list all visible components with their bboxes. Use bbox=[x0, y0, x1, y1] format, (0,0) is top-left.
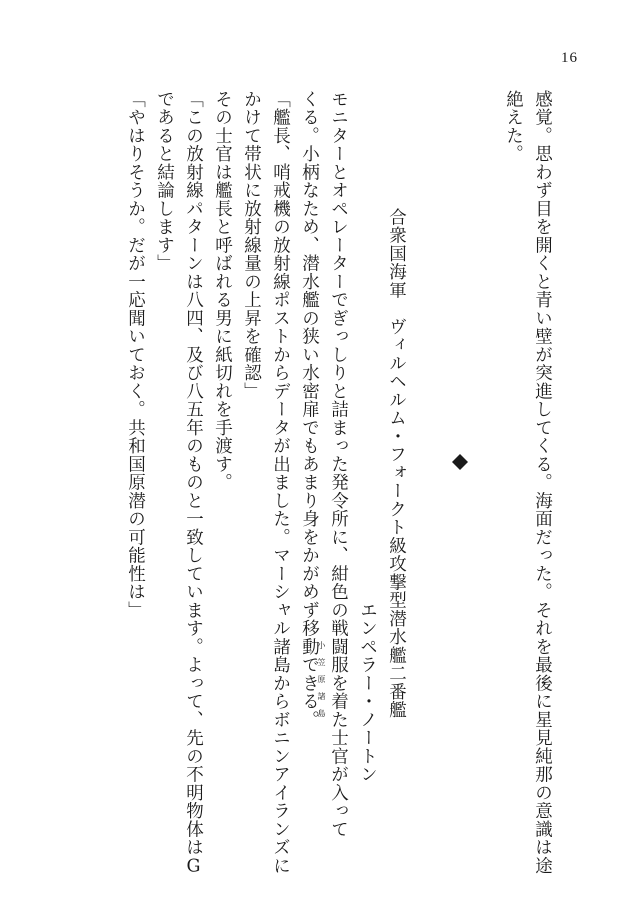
text-column-8: 「この放射線パターンは八四、及び八五年のものと一致しています。よって、先の不明物体はG bbox=[183, 90, 204, 878]
heading-line-2: エンペラー・ノートン bbox=[357, 601, 378, 784]
text-column-3: モニターとオペレーターでぎっしりと詰まった発令所に、紺色の戦闘服を着た士官が入って bbox=[328, 90, 349, 839]
section-break-diamond bbox=[452, 454, 468, 470]
text-column-9: であると結論します」 bbox=[154, 90, 175, 273]
text-column-10: 「やはりそうか。だが一応聞いておく。共和国原潜の可能性は」 bbox=[125, 90, 146, 620]
ruby-annotation: 小笠原諸島 bbox=[317, 641, 326, 726]
text-column-6: かけて帯状に放射線量の上昇を確認」 bbox=[241, 90, 262, 401]
text-column-4: くる。小柄なため、潜水艦の狭い水密扉でもあまり身をかがめず移動できる。 bbox=[299, 90, 320, 729]
text-column-1: 感覚。思わず目を開くと青い壁が突進してくる。海面だった。それを最後に星見純那の意識は途 bbox=[532, 90, 553, 875]
heading-line-1: 合衆国海軍 ヴィルヘルム・フォークト級攻撃型潜水艦二番艦 bbox=[386, 208, 407, 719]
text-column-7: その士官は艦長と呼ばれる男に紙切れを手渡す。 bbox=[212, 90, 233, 492]
text-column-5: 「艦長、哨戒機の放射線ポストからデータが出ました。マーシャル諸島からボニンアイランズに bbox=[270, 90, 291, 875]
page-number: 16 bbox=[561, 50, 578, 66]
text-column-2: 絶えた。 bbox=[503, 90, 524, 163]
